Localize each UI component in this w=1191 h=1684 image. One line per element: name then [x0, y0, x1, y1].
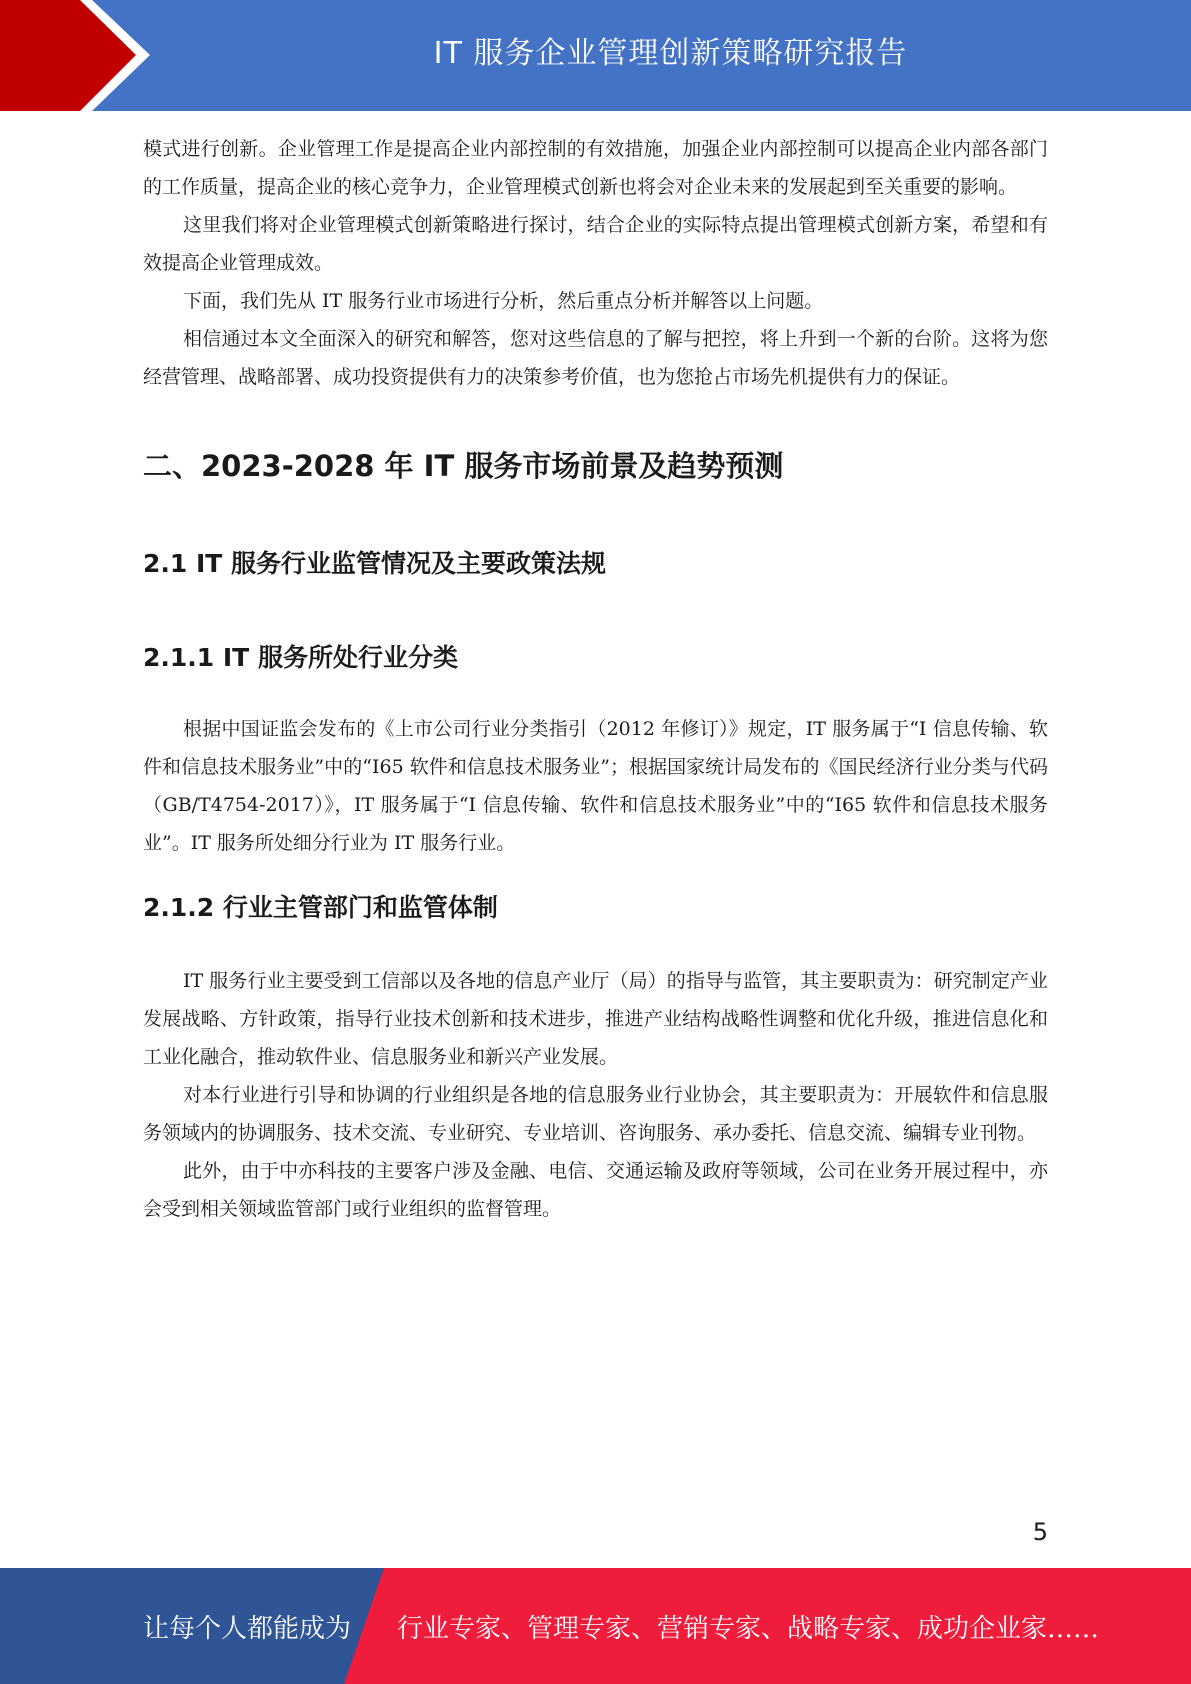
page-footer — [0, 1568, 1191, 1684]
page-header — [0, 0, 1191, 111]
paragraph-intro-1: 模式进行创新。企业管理工作是提高企业内部控制的有效措施，加强企业内部控制可以提高企业内部各部门的工作质量，提高企业的核心竞争力，企业管理模式创新也将会对企业未来的发展起到至关重要的影响。 — [143, 138, 1048, 198]
section-heading-2-1: 2.1 IT 服务行业监管情况及主要政策法规 — [143, 549, 607, 578]
footer-slogan-left: 让每个人都能成为 — [143, 1613, 352, 1644]
header-red-chevron-shape — [0, 0, 160, 111]
paragraph-intro-4: 相信通过本文全面深入的研究和解答，您对这些信息的了解与把控，将上升到一个新的台阶。这将为您经营管理、战略部署、成功投资提供有力的决策参考价值，也为您抢占市场先机提供有力的保证。 — [143, 328, 1048, 388]
paragraph-2-1-2-c: 此外，由于中亦科技的主要客户涉及金融、电信、交通运输及政府等领域，公司在业务开展过程中，亦会受到相关领域监管部门或行业组织的监督管理。 — [143, 1160, 1048, 1220]
document-body — [143, 130, 1048, 1228]
section-heading-2: 二、2023-2028 年 IT 服务市场前景及趋势预测 — [143, 449, 784, 483]
paragraph-2-1-1: 根据中国证监会发布的《上市公司行业分类指引（2012 年修订）》规定，IT 服务属于“I 信息传输、软件和信息技术服务业”中的“I65 软件和信息技术服务业”；根据国家统计局发布的《国民经济行业分类与代码（GB/T4754-2017）》，IT 服务属于“I 信息传输、软件和信息技术服务业”中的“I65 软件和信息技术服务业”。IT 服务所处细分行业为 IT 服务行业。 — [143, 718, 1048, 854]
paragraph-2-1-2-a: IT 服务行业主要受到工信部以及各地的信息产业厅（局）的指导与监管，其主要职责为：研究制定产业发展战略、方针政策，指导行业技术创新和技术进步，推进产业结构战略性调整和优化升级，推进信息化和工业化融合，推动软件业、信息服务业和新兴产业发展。 — [143, 970, 1048, 1068]
page-number: 5 — [1032, 1518, 1048, 1546]
paragraph-intro-2: 这里我们将对企业管理模式创新策略进行探讨，结合企业的实际特点提出管理模式创新方案，希望和有效提高企业管理成效。 — [143, 214, 1048, 274]
section-heading-2-1-2: 2.1.2 行业主管部门和监管体制 — [143, 893, 498, 922]
section-heading-2-1-1: 2.1.1 IT 服务所处行业分类 — [143, 643, 458, 672]
paragraph-intro-3: 下面，我们先从 IT 服务行业市场进行分析，然后重点分析并解答以上问题。 — [183, 290, 824, 312]
header-title: IT 服务企业管理创新策略研究报告 — [433, 36, 908, 71]
paragraph-2-1-2-b: 对本行业进行引导和协调的行业组织是各地的信息服务业行业协会，其主要职责为：开展软件和信息服务领域内的协调服务、技术交流、专业研究、专业培训、咨询服务、承办委托、信息交流、编辑专业刊物。 — [143, 1084, 1048, 1144]
footer-slogan-right: 行业专家、管理专家、营销专家、战略专家、成功企业家…… — [397, 1613, 1100, 1644]
